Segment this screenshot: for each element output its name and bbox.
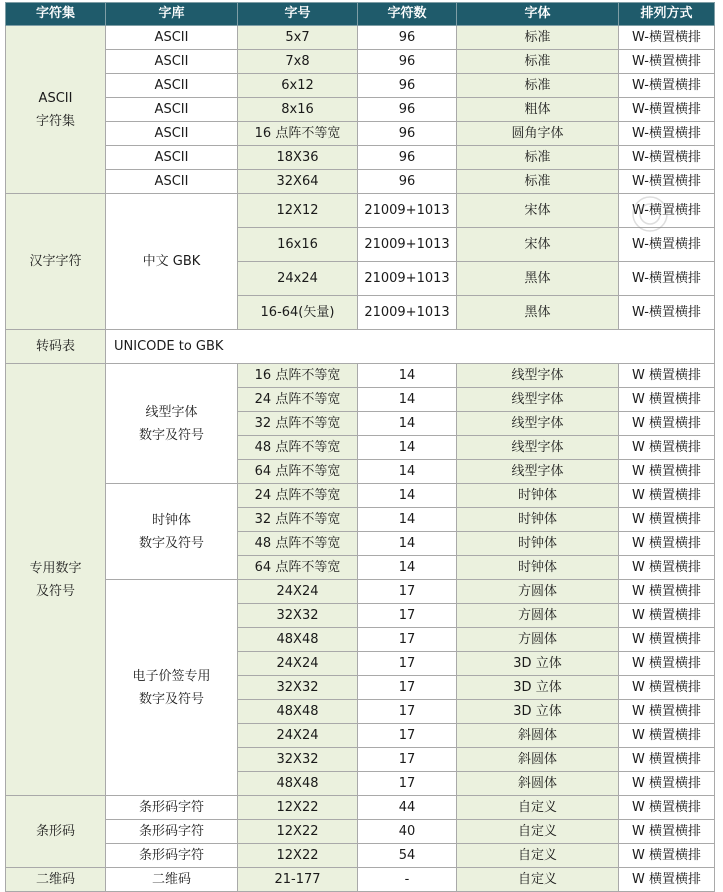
charset-cell-line: 二维码 [35,872,75,887]
count-cell: 14 [358,508,457,532]
library-cell-line: 数字及符号 [138,427,204,443]
size-cell: 8x16 [238,98,358,122]
count-cell: 17 [358,580,457,604]
table-row [6,74,715,98]
layout-cell: W 横置横排 [619,820,715,844]
font-cell: 3D 立体 [457,676,619,700]
count-cell: 17 [358,676,457,700]
count-cell: 54 [358,844,457,868]
size-cell: 32X32 [238,676,358,700]
layout-cell: W 横置横排 [619,628,715,652]
font-cell: 黑体 [457,262,619,296]
size-cell: 16 点阵不等宽 [238,364,358,388]
count-cell: 14 [358,412,457,436]
charset-cell [6,364,106,796]
header-charset: 字符集 [6,3,106,26]
count-cell: 40 [358,820,457,844]
table-row [6,98,715,122]
header-font: 字体 [457,3,619,26]
font-cell: 线型字体 [457,436,619,460]
font-cell: 标准 [457,26,619,50]
library-cell-line: 条形码字符 [138,800,204,815]
charset-cell-line: ASCII [38,90,73,106]
count-cell: 17 [358,748,457,772]
layout-cell: W 横置横排 [619,868,715,892]
count-cell: - [358,868,457,892]
layout-cell: W 横置横排 [619,460,715,484]
count-cell: 14 [358,388,457,412]
font-cell: 自定义 [457,844,619,868]
charset-cell [6,868,106,892]
font-cell: 线型字体 [457,412,619,436]
charset-cell-line: 转码表 [35,339,75,354]
library-cell-line: ASCII [154,174,189,189]
library-cell [106,194,238,330]
library-cell-line: ASCII [154,78,189,93]
header-count: 字符数 [358,3,457,26]
count-cell: 21009+1013 [358,228,457,262]
charset-cell [6,194,106,330]
count-cell: 96 [358,170,457,194]
library-cell [106,820,238,844]
layout-cell: W 横置横排 [619,412,715,436]
layout-cell: W 横置横排 [619,748,715,772]
library-cell [106,98,238,122]
layout-cell: W 横置横排 [619,532,715,556]
header-row [6,3,715,26]
count-cell: 17 [358,628,457,652]
count-cell: 21009+1013 [358,262,457,296]
layout-cell: W-横置横排 [619,228,715,262]
size-cell: 24X24 [238,580,358,604]
size-cell: 32 点阵不等宽 [238,508,358,532]
font-cell: 粗体 [457,98,619,122]
font-cell: 标准 [457,146,619,170]
charset-cell-line: 条形码 [35,824,75,839]
library-cell-line: 数字及符号 [138,691,204,707]
font-cell: 斜圆体 [457,724,619,748]
size-cell: 7x8 [238,50,358,74]
library-cell-line: 线型字体 [145,404,198,420]
table-row [6,580,715,604]
layout-cell: W 横置横排 [619,700,715,724]
count-cell: 17 [358,700,457,724]
size-cell: 48 点阵不等宽 [238,436,358,460]
header-layout: 排列方式 [619,3,715,26]
table-row [6,146,715,170]
library-cell-line: 电子价签专用 [132,668,211,684]
size-cell: 18X36 [238,146,358,170]
layout-cell: W 横置横排 [619,508,715,532]
font-cell: 自定义 [457,820,619,844]
layout-cell: W 横置横排 [619,388,715,412]
size-cell: 16 点阵不等宽 [238,122,358,146]
layout-cell: W-横置横排 [619,50,715,74]
count-cell: 14 [358,364,457,388]
library-cell-line: 中文 GBK [142,254,201,269]
library-cell [106,484,238,580]
library-cell [106,122,238,146]
layout-cell: W-横置横排 [619,296,715,330]
count-cell: 17 [358,652,457,676]
size-cell: 32 点阵不等宽 [238,412,358,436]
layout-cell: W 横置横排 [619,796,715,820]
count-cell: 14 [358,484,457,508]
table-row [6,194,715,228]
layout-cell: W 横置横排 [619,724,715,748]
size-cell: 21-177 [238,868,358,892]
count-cell: 17 [358,772,457,796]
library-cell-line: 时钟体 [151,512,191,528]
library-cell-line: 二维码 [151,872,191,887]
count-cell: 21009+1013 [358,296,457,330]
layout-cell: W 横置横排 [619,844,715,868]
font-cell: 黑体 [457,296,619,330]
layout-cell: W-横置横排 [619,170,715,194]
size-cell: 24 点阵不等宽 [238,484,358,508]
font-cell: 标准 [457,74,619,98]
font-cell: 自定义 [457,796,619,820]
font-cell: 3D 立体 [457,700,619,724]
table-header [6,3,715,26]
layout-cell: W 横置横排 [619,556,715,580]
layout-cell: W 横置横排 [619,364,715,388]
count-cell: 96 [358,74,457,98]
count-cell: 17 [358,724,457,748]
font-cell: 线型字体 [457,460,619,484]
layout-cell: W 横置横排 [619,484,715,508]
table-row [6,170,715,194]
library-cell-line: 条形码字符 [138,824,204,839]
table-row [6,330,715,364]
count-cell: 14 [358,460,457,484]
charset-cell-line: 及符号 [35,583,75,599]
size-cell: 48 点阵不等宽 [238,532,358,556]
size-cell: 64 点阵不等宽 [238,460,358,484]
font-cell: 3D 立体 [457,652,619,676]
size-cell: 32X32 [238,748,358,772]
library-cell-line: 条形码字符 [138,848,204,863]
layout-cell: W-横置横排 [619,98,715,122]
size-cell: 48X48 [238,700,358,724]
library-cell [106,74,238,98]
size-cell: 24X24 [238,724,358,748]
transcode-cell: UNICODE to GBK [106,330,715,364]
font-spec-table [5,2,715,892]
layout-cell: W-横置横排 [619,122,715,146]
font-cell: 标准 [457,170,619,194]
size-cell: 16-64(矢量) [238,296,358,330]
count-cell: 96 [358,50,457,74]
library-cell-line: ASCII [154,150,189,165]
table-row [6,122,715,146]
header-size: 字号 [238,3,358,26]
header-library: 字库 [106,3,238,26]
font-cell: 宋体 [457,194,619,228]
library-cell [106,844,238,868]
layout-cell: W-横置横排 [619,194,715,228]
count-cell: 17 [358,604,457,628]
size-cell: 12X22 [238,796,358,820]
size-cell: 48X48 [238,772,358,796]
library-cell-line: 数字及符号 [138,535,204,551]
table-row [6,50,715,74]
size-cell: 24X24 [238,652,358,676]
size-cell: 24 点阵不等宽 [238,388,358,412]
charset-cell-line: 字符集 [35,113,75,129]
font-cell: 时钟体 [457,556,619,580]
font-cell: 标准 [457,50,619,74]
layout-cell: W 横置横排 [619,652,715,676]
count-cell: 14 [358,436,457,460]
table-row [6,484,715,508]
table-row [6,796,715,820]
count-cell: 44 [358,796,457,820]
font-cell: 线型字体 [457,364,619,388]
font-cell: 斜圆体 [457,772,619,796]
size-cell: 6x12 [238,74,358,98]
count-cell: 96 [358,26,457,50]
table-row [6,868,715,892]
size-cell: 12X12 [238,194,358,228]
table-body [6,26,715,892]
font-cell: 圆角字体 [457,122,619,146]
size-cell: 64 点阵不等宽 [238,556,358,580]
count-cell: 14 [358,556,457,580]
font-cell: 方圆体 [457,628,619,652]
library-cell [106,364,238,484]
library-cell [106,50,238,74]
table-row [6,844,715,868]
layout-cell: W-横置横排 [619,74,715,98]
font-cell: 时钟体 [457,532,619,556]
font-cell: 方圆体 [457,580,619,604]
charset-cell-line: 汉字字符 [29,254,82,269]
count-cell: 96 [358,122,457,146]
size-cell: 32X32 [238,604,358,628]
layout-cell: W-横置横排 [619,146,715,170]
table-row [6,820,715,844]
charset-cell [6,796,106,868]
size-cell: 48X48 [238,628,358,652]
count-cell: 96 [358,146,457,170]
library-cell [106,146,238,170]
layout-cell: W-横置横排 [619,262,715,296]
table-row [6,364,715,388]
size-cell: 12X22 [238,820,358,844]
count-cell: 96 [358,98,457,122]
layout-cell: W 横置横排 [619,676,715,700]
charset-cell [6,26,106,194]
size-cell: 24x24 [238,262,358,296]
font-cell: 方圆体 [457,604,619,628]
library-cell-line: ASCII [154,102,189,117]
library-cell [106,170,238,194]
font-cell: 时钟体 [457,484,619,508]
table-row [6,26,715,50]
layout-cell: W 横置横排 [619,604,715,628]
font-cell: 时钟体 [457,508,619,532]
charset-cell [6,330,106,364]
library-cell-line: ASCII [154,30,189,45]
font-cell: 线型字体 [457,388,619,412]
size-cell: 16x16 [238,228,358,262]
charset-cell-line: 专用数字 [29,560,82,576]
library-cell [106,580,238,796]
library-cell [106,868,238,892]
size-cell: 5x7 [238,26,358,50]
library-cell [106,26,238,50]
count-cell: 14 [358,532,457,556]
count-cell: 21009+1013 [358,194,457,228]
font-cell: 宋体 [457,228,619,262]
size-cell: 32X64 [238,170,358,194]
layout-cell: W 横置横排 [619,580,715,604]
layout-cell: W 横置横排 [619,772,715,796]
font-cell: 斜圆体 [457,748,619,772]
font-cell: 自定义 [457,868,619,892]
library-cell-line: ASCII [154,126,189,141]
size-cell: 12X22 [238,844,358,868]
library-cell-line: ASCII [154,54,189,69]
layout-cell: W-横置横排 [619,26,715,50]
layout-cell: W 横置横排 [619,436,715,460]
library-cell [106,796,238,820]
